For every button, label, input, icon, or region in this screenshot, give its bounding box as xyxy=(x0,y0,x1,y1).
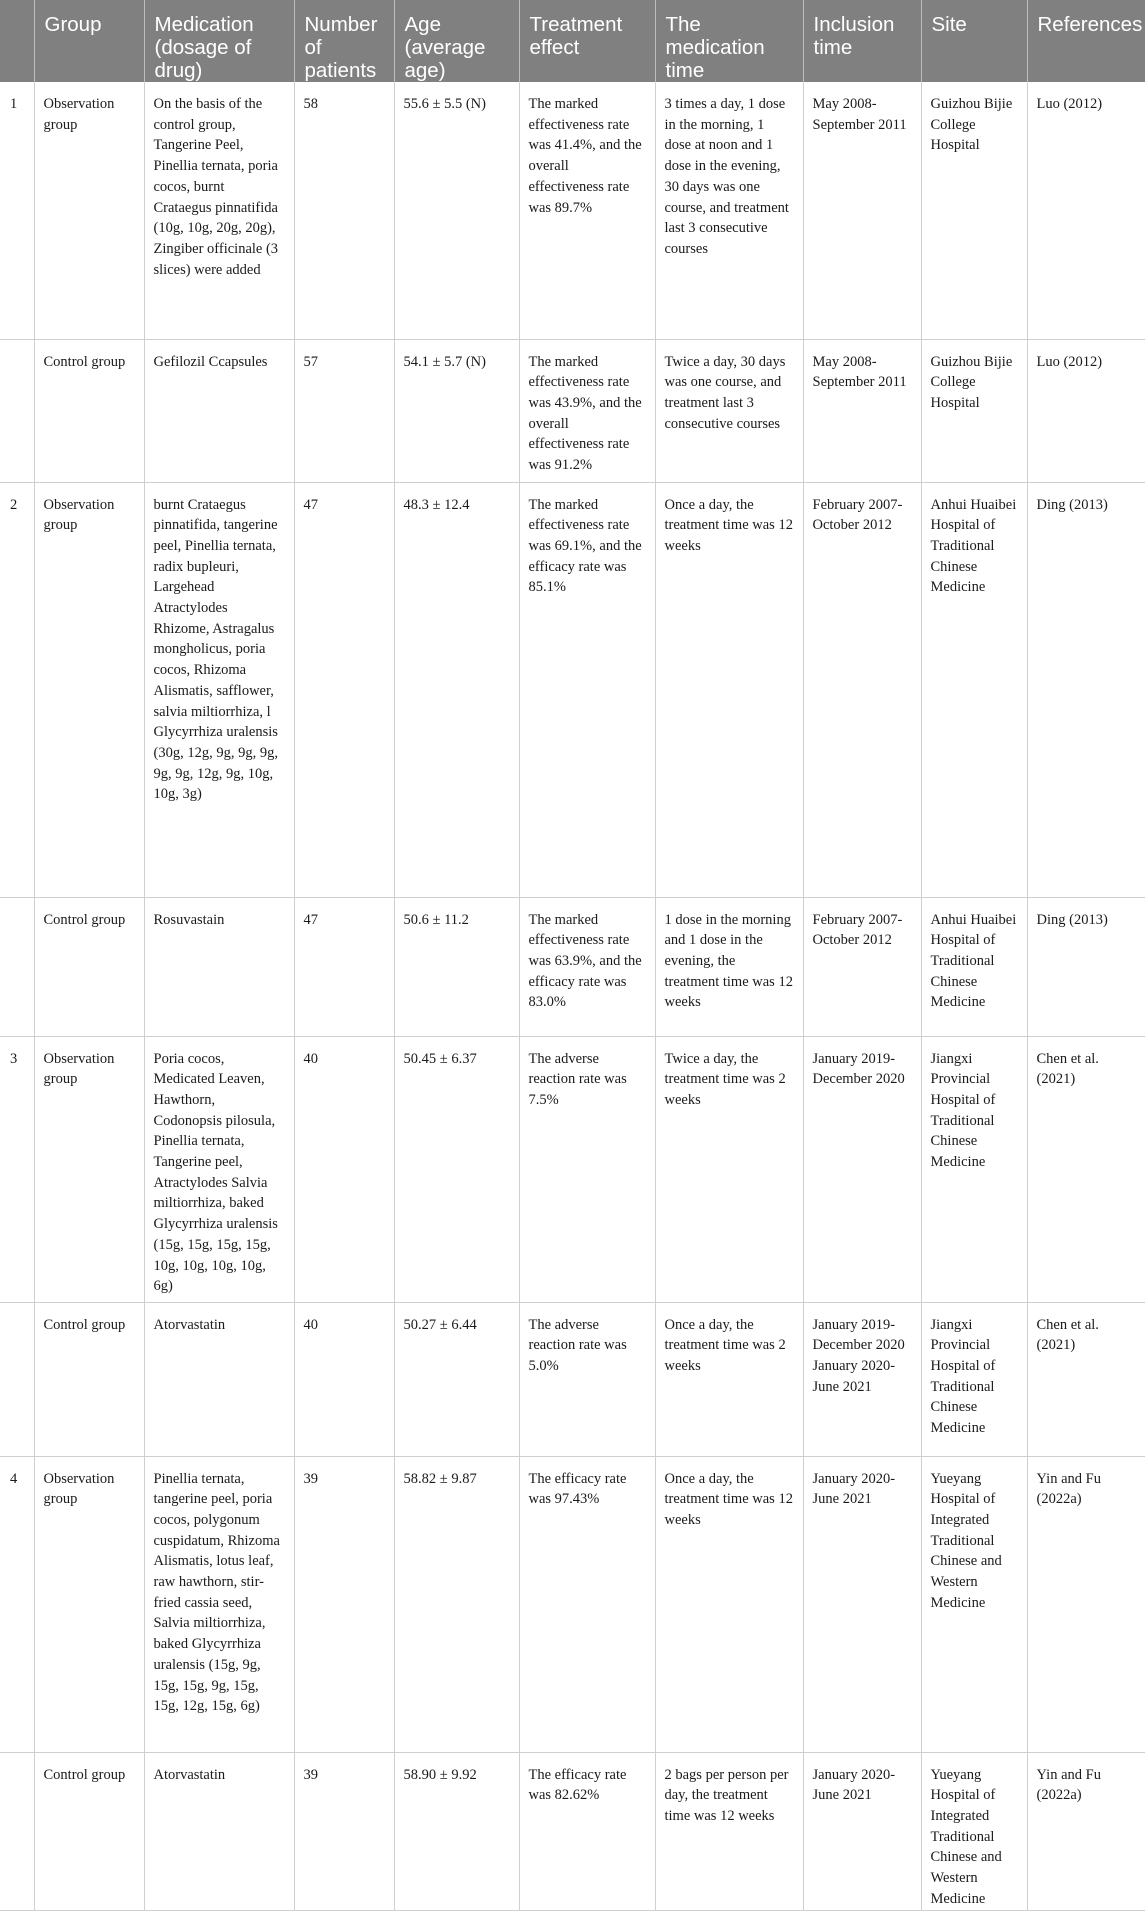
cell-effect: The marked effectiveness rate was 63.9%, and the efficacy rate was 83.0% xyxy=(519,897,655,1036)
cell-medication-time: Twice a day, the treatment time was 2 weeks xyxy=(655,1036,803,1302)
cell-medication-time: Once a day, the treatment time was 2 weeks xyxy=(655,1302,803,1456)
cell-medication: Gefilozil Ccapsules xyxy=(144,339,294,482)
header-site: Site xyxy=(921,0,1027,82)
table-row xyxy=(0,1302,1145,1456)
cell-group: Observation group xyxy=(34,82,144,339)
table-row xyxy=(0,82,1145,339)
header-group: Group xyxy=(34,0,144,82)
cell-inclusion-time: February 2007-October 2012 xyxy=(803,897,921,1036)
cell-effect: The adverse reaction rate was 5.0% xyxy=(519,1302,655,1456)
table-row xyxy=(0,1752,1145,1910)
table-row xyxy=(0,339,1145,482)
cell-patients: 40 xyxy=(294,1302,394,1456)
table-header xyxy=(0,0,1145,82)
header-index xyxy=(0,0,34,82)
cell-index xyxy=(0,1752,34,1910)
cell-medication: Atorvastatin xyxy=(144,1302,294,1456)
table-row xyxy=(0,897,1145,1036)
cell-reference: Ding (2013) xyxy=(1027,897,1145,1036)
cell-patients: 39 xyxy=(294,1752,394,1910)
header-age: Age (average age) xyxy=(394,0,519,82)
cell-patients: 47 xyxy=(294,897,394,1036)
table-row xyxy=(0,1456,1145,1752)
cell-site: Jiangxi Provincial Hospital of Traditional Chinese Medicine xyxy=(921,1036,1027,1302)
cell-group: Observation group xyxy=(34,1456,144,1752)
cell-patients: 47 xyxy=(294,482,394,897)
cell-group: Control group xyxy=(34,1302,144,1456)
cell-index xyxy=(0,897,34,1036)
cell-effect: The efficacy rate was 82.62% xyxy=(519,1752,655,1910)
cell-reference: Yin and Fu (2022a) xyxy=(1027,1456,1145,1752)
cell-age: 58.82 ± 9.87 xyxy=(394,1456,519,1752)
cell-inclusion-time: May 2008-September 2011 xyxy=(803,82,921,339)
cell-medication-time: 3 times a day, 1 dose in the morning, 1 dose at noon and 1 dose in the evening, 30 days was one course, and treatment last 3 consecutive courses xyxy=(655,82,803,339)
cell-medication-time: Once a day, the treatment time was 12 weeks xyxy=(655,1456,803,1752)
cell-inclusion-time: February 2007-October 2012 xyxy=(803,482,921,897)
cell-medication: Rosuvastain xyxy=(144,897,294,1036)
cell-age: 50.45 ± 6.37 xyxy=(394,1036,519,1302)
cell-patients: 39 xyxy=(294,1456,394,1752)
cell-patients: 57 xyxy=(294,339,394,482)
cell-site: Yueyang Hospital of Integrated Traditional Chinese and Western Medicine xyxy=(921,1456,1027,1752)
cell-patients: 40 xyxy=(294,1036,394,1302)
cell-index: 2 xyxy=(0,482,34,897)
header-number-of-patients: Number of patients xyxy=(294,0,394,82)
cell-medication-time: 1 dose in the morning and 1 dose in the evening, the treatment time was 12 weeks xyxy=(655,897,803,1036)
cell-medication-time: Twice a day, 30 days was one course, and treatment last 3 consecutive courses xyxy=(655,339,803,482)
cell-inclusion-time: May 2008-September 2011 xyxy=(803,339,921,482)
cell-group: Observation group xyxy=(34,1036,144,1302)
cell-index: 4 xyxy=(0,1456,34,1752)
cell-reference: Luo (2012) xyxy=(1027,82,1145,339)
cell-medication: burnt Crataegus pinnatifida, tangerine peel, Pinellia ternata, radix bupleuri, Largehead Atractylodes Rhizome, Astragalus mongholicus, poria cocos, Rhizoma Alismatis, safflower, salvia miltiorrhiza, l Glycyrrhiza uralensis (30g, 12g, 9g, 9g, 9g, 9g, 9g, 12g, 9g, 10g, 10g, 3g) xyxy=(144,482,294,897)
cell-age: 55.6 ± 5.5 (N) xyxy=(394,82,519,339)
table-row xyxy=(0,1036,1145,1302)
header-treatment-effect: Treatment effect xyxy=(519,0,655,82)
header-medication: Medication (dosage of drug) xyxy=(144,0,294,82)
cell-inclusion-time: January 2019-December 2020 xyxy=(803,1036,921,1302)
table-body xyxy=(0,82,1145,1910)
header-medication-time: The medication time xyxy=(655,0,803,82)
cell-reference: Yin and Fu (2022a) xyxy=(1027,1752,1145,1910)
cell-index: 1 xyxy=(0,82,34,339)
cell-inclusion-time: January 2020-June 2021 xyxy=(803,1752,921,1910)
cell-site: Guizhou Bijie College Hospital xyxy=(921,339,1027,482)
cell-site: Yueyang Hospital of Integrated Traditional Chinese and Western Medicine xyxy=(921,1752,1027,1910)
cell-index: 3 xyxy=(0,1036,34,1302)
cell-age: 54.1 ± 5.7 (N) xyxy=(394,339,519,482)
cell-medication: Poria cocos, Medicated Leaven, Hawthorn, Codonopsis pilosula, Pinellia ternata, Tangerine peel, Atractylodes Salvia miltiorrhiza, baked Glycyrrhiza uralensis (15g, 15g, 15g, 15g, 10g, 10g, 10g, 10g, 6g) xyxy=(144,1036,294,1302)
cell-group: Control group xyxy=(34,339,144,482)
cell-medication: Pinellia ternata, tangerine peel, poria cocos, polygonum cuspidatum, Rhizoma Alismatis, lotus leaf, raw hawthorn, stir-fried cassia seed, Salvia miltiorrhiza, baked Glycyrrhiza uralensis (15g, 9g, 15g, 15g, 9g, 15g, 15g, 12g, 15g, 6g) xyxy=(144,1456,294,1752)
cell-site: Anhui Huaibei Hospital of Traditional Chinese Medicine xyxy=(921,482,1027,897)
cell-group: Control group xyxy=(34,897,144,1036)
cell-medication: Atorvastatin xyxy=(144,1752,294,1910)
cell-effect: The efficacy rate was 97.43% xyxy=(519,1456,655,1752)
cell-reference: Chen et al. (2021) xyxy=(1027,1036,1145,1302)
cell-effect: The adverse reaction rate was 7.5% xyxy=(519,1036,655,1302)
cell-index xyxy=(0,1302,34,1456)
cell-medication-time: Once a day, the treatment time was 12 weeks xyxy=(655,482,803,897)
header-references: References xyxy=(1027,0,1145,82)
cell-reference: Luo (2012) xyxy=(1027,339,1145,482)
cell-age: 48.3 ± 12.4 xyxy=(394,482,519,897)
cell-group: Control group xyxy=(34,1752,144,1910)
cell-inclusion-time: January 2019-December 2020 January 2020-June 2021 xyxy=(803,1302,921,1456)
cell-reference: Chen et al. (2021) xyxy=(1027,1302,1145,1456)
header-row xyxy=(0,0,1145,82)
cell-medication: On the basis of the control group, Tangerine Peel, Pinellia ternata, poria cocos, burnt Crataegus pinnatifida (10g, 10g, 20g, 20g), Zingiber officinale (3 slices) were added xyxy=(144,82,294,339)
cell-effect: The marked effectiveness rate was 43.9%, and the overall effectiveness rate was 91.2% xyxy=(519,339,655,482)
cell-effect: The marked effectiveness rate was 69.1%, and the efficacy rate was 85.1% xyxy=(519,482,655,897)
cell-site: Jiangxi Provincial Hospital of Traditional Chinese Medicine xyxy=(921,1302,1027,1456)
cell-effect: The marked effectiveness rate was 41.4%, and the overall effectiveness rate was 89.7% xyxy=(519,82,655,339)
cell-inclusion-time: January 2020-June 2021 xyxy=(803,1456,921,1752)
cell-age: 50.27 ± 6.44 xyxy=(394,1302,519,1456)
cell-medication-time: 2 bags per person per day, the treatment time was 12 weeks xyxy=(655,1752,803,1910)
cell-site: Anhui Huaibei Hospital of Traditional Chinese Medicine xyxy=(921,897,1027,1036)
header-inclusion-time: Inclusion time xyxy=(803,0,921,82)
cell-index xyxy=(0,339,34,482)
table-row xyxy=(0,482,1145,897)
cell-site: Guizhou Bijie College Hospital xyxy=(921,82,1027,339)
cell-patients: 58 xyxy=(294,82,394,339)
cell-reference: Ding (2013) xyxy=(1027,482,1145,897)
cell-age: 58.90 ± 9.92 xyxy=(394,1752,519,1910)
cell-age: 50.6 ± 11.2 xyxy=(394,897,519,1036)
cell-group: Observation group xyxy=(34,482,144,897)
